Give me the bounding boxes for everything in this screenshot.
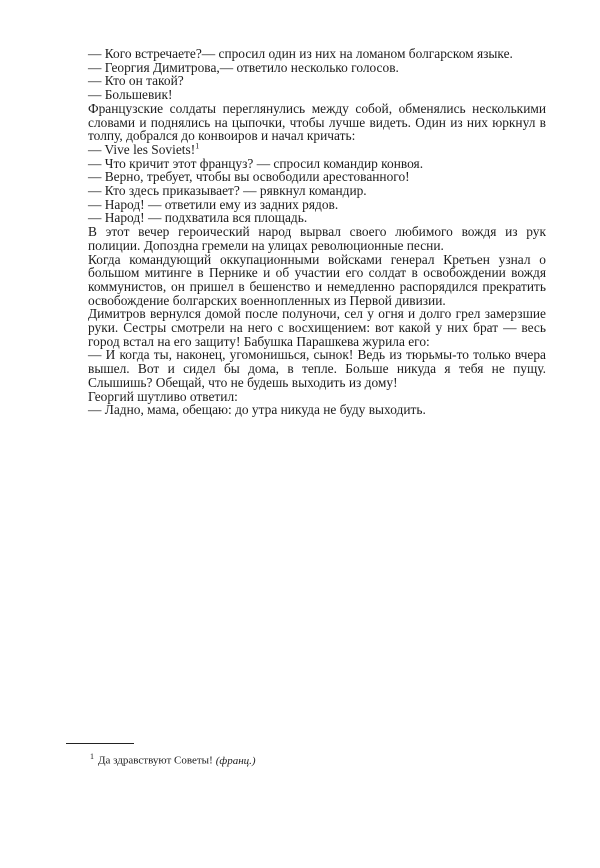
footnote-source: (франц.) (215, 754, 256, 767)
footnote-number: 1 (90, 752, 94, 761)
paragraph: Димитров вернулся домой после полуночи, сел у огня и долго грел замерзшие руки. Сестры смотрели на него с восхищением: вот какой у них брат — весь город встал на его защиту! Бабушка Парашкева журила его: (88, 306, 546, 349)
footnote-marker: 1 (195, 141, 200, 151)
paragraph: — И когда ты, наконец, угомонишься, сынок! Ведь из тюрьмы-то только вчера вышел. Вот и сидел бы дома, в тепле. Больше никуда я тебя не пущу. Слышишь? Обещай, что не будешь выходить из дому! (88, 347, 546, 390)
paragraph: — Народ! — подхватила вся площадь. (88, 210, 308, 226)
paragraph: Когда командующий оккупационными войсками генерал Кретьен узнал о большом митинге в Пернике и об участии его солдат в освобождении вождя коммунистов, он пришел в бешенство и немедленно распорядился прекратить освобождение болгарских военнопленных из Первой дивизии. (88, 251, 546, 308)
paragraph: — Кто здесь приказывает? — рявкнул командир. (88, 183, 367, 199)
paragraph: — Vive les Soviets! (88, 141, 196, 157)
footnote-text: Да здравствуют Советы! (98, 754, 213, 767)
paragraph: — Георгия Димитрова,— ответило несколько голосов. (88, 59, 399, 75)
paragraph: Георгий шутливо ответил: (88, 388, 238, 404)
paragraph: — Кто он такой? (88, 73, 184, 89)
paragraph: Французские солдаты переглянулись между собой, обменялись несколькими словами и поднялись на цыпочки, чтобы лучше видеть. Один из них юркнул в толпу, добрался до конвоиров и начал кричать: (88, 100, 546, 144)
paragraph: — Кого встречаете?— спросил один из них на ломаном болгарском языке. (88, 46, 513, 61)
paragraph: — Что кричит этот француз? — спросил командир конвоя. (88, 155, 424, 171)
paragraph: — Ладно, мама, обещаю: до утра никуда не буду выходить. (88, 402, 426, 418)
paragraph: В этот вечер героический народ вырвал своего любимого вождя из рук полиции. Допоздна гремели на улицах революционные песни. (88, 224, 546, 253)
main-text (88, 47, 546, 417)
paragraph-with-footnote (88, 143, 546, 157)
paragraph: — Народ! — ответили ему из задних рядов. (88, 196, 339, 212)
paragraph: — Большевик! (88, 87, 173, 103)
footnote (90, 752, 256, 767)
paragraph: — Верно, требует, чтобы вы освободили арестованного! (88, 169, 410, 185)
footnote-divider (66, 743, 134, 744)
